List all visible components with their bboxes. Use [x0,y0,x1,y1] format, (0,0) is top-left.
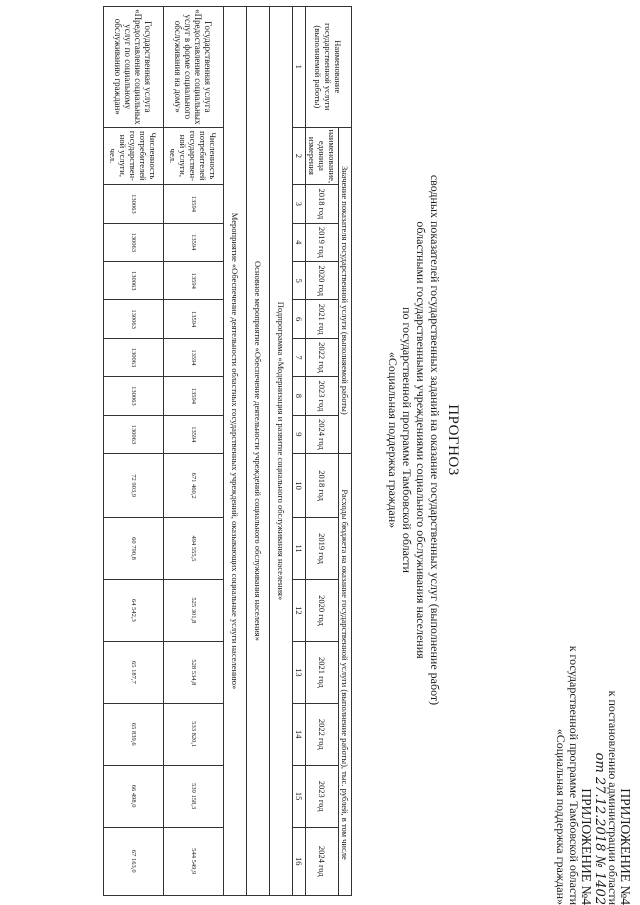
budget-value-cell: 539 158,3 [164,765,224,827]
budget-value-cell: 65 187,7 [104,641,164,703]
heading-line-1: сводных показателей государственных заданий на оказание государственных услуг (выполнение работ) [428,174,442,706]
budget-value-cell: 66 498,0 [104,765,164,827]
budget-group-header: Расходы бюджета на оказание государственной услуги (выполнение работы), тыс. рублей, в том числе [339,454,352,896]
indicator-value-cell: 130063 [104,185,164,223]
appendix-block [554,560,632,905]
indicator-value-cell: 13594 [164,262,224,300]
indicator-year-2022: 2022 год [306,338,339,376]
column-number: 6 [293,300,306,338]
budget-year-2022: 2022 год [306,703,339,765]
unit-cell: Численность потребителей государствен-ной услуги, чел. [164,127,224,185]
column-number: 14 [293,703,306,765]
indicator-value-cell: 130063 [104,377,164,415]
subprogram-row: Подпрограмма «Модернизация и развитие социального обслуживания населения» [270,7,293,896]
budget-value-cell: 671 460,2 [164,454,224,518]
indicator-value-cell: 13594 [164,223,224,261]
indicator-value-cell: 13594 [164,338,224,376]
column-number: 3 [293,185,306,223]
indicator-value-cell: 130063 [104,338,164,376]
budget-value-cell: 65 839,6 [104,703,164,765]
column-number: 2 [293,127,306,185]
resolution-reference: к постановлению администрации области [606,690,620,905]
indicator-year-2020: 2020 год [306,262,339,300]
event-row: Мероприятие «Обеспечение деятельности областных государственных учреждений, оказывающих социальные услуги населению» [224,7,247,896]
indicator-year-2024: 2024 год [306,415,339,453]
column-number: 16 [293,827,306,895]
indicator-value-cell: 130063 [104,415,164,453]
column-number: 13 [293,641,306,703]
indicator-value-cell: 13594 [164,415,224,453]
column-number: 8 [293,377,306,415]
service-name-cell: Государственная услуга «Предоставление социальных услуг в форме социального обслуживания на дому» [164,7,224,128]
indicator-year-2019: 2019 год [306,223,339,261]
table-row [164,7,224,896]
column-number: 9 [293,415,306,453]
program-name: «Социальная поддержка граждан» [554,728,568,905]
table-row [104,7,164,896]
column-number: 10 [293,454,306,518]
budget-value-cell: 67 163,0 [104,827,164,895]
budget-year-2024: 2024 год [306,827,339,895]
budget-value-cell: 528 534,8 [164,641,224,703]
document-title: ПРОГНОЗ [445,404,461,476]
budget-value-cell: 533 820,1 [164,703,224,765]
unit-cell: Численность потребителей государствен-ной услуги, чел. [104,127,164,185]
indicator-value-cell: 130063 [104,300,164,338]
indicator-year-2021: 2021 год [306,300,339,338]
budget-value-cell: 72 903,9 [104,454,164,518]
appendix-title-2: ПРИЛОЖЕНИЕ №4 [579,788,594,905]
indicator-value-cell: 130063 [104,262,164,300]
column-number-row [293,7,306,896]
main-event-row: Основное мероприятие «Обеспечение деятельности учреждений социального обслуживания населения» [247,7,270,896]
indicator-value-cell: 13594 [164,300,224,338]
budget-year-2018: 2018 год [306,454,339,518]
indicator-value-cell: 130063 [104,223,164,261]
resolution-date: от 27.12.2018 № 1402 [592,752,607,905]
column-number: 4 [293,223,306,261]
appendix-title: ПРИЛОЖЕНИЕ №4 [618,788,633,905]
budget-year-2019: 2019 год [306,518,339,580]
budget-value-cell: 64 542,3 [104,579,164,641]
column-number: 1 [293,7,306,128]
budget-value-cell: 525 301,8 [164,579,224,641]
budget-year-2021: 2021 год [306,641,339,703]
budget-value-cell: 60 790,8 [104,518,164,580]
column-number: 5 [293,262,306,300]
heading-line-3: по государственной программе Тамбовской области [400,307,414,573]
unit-column-header: наименование, единица измерения [306,127,339,185]
column-number: 15 [293,765,306,827]
indicator-group-header: Значение показателя государственной услуги (выполняемой работы) [339,127,352,454]
service-name-cell: Государственная услуга «Предоставление социальных услуг по социальному обслуживанию граждан» [104,7,164,128]
service-column-header: Наименование государственной услуги (выполняемой работы) [306,7,352,128]
indicator-year-2023: 2023 год [306,377,339,415]
budget-year-2020: 2020 год [306,579,339,641]
forecast-table [103,6,352,896]
indicator-value-cell: 13594 [164,377,224,415]
indicator-year-2018: 2018 год [306,185,339,223]
budget-year-2023: 2023 год [306,765,339,827]
column-number: 7 [293,338,306,376]
budget-value-cell: 494 555,5 [164,518,224,580]
column-number: 11 [293,518,306,580]
heading-line-4: «Социальная поддержка граждан» [386,351,400,529]
heading-line-2: областными государственными учреждениями социального обслуживания населения [414,221,428,659]
program-reference: к государственной программе Тамбовской области [567,645,581,905]
column-number: 12 [293,579,306,641]
budget-value-cell: 544 549,9 [164,827,224,895]
indicator-value-cell: 13594 [164,185,224,223]
